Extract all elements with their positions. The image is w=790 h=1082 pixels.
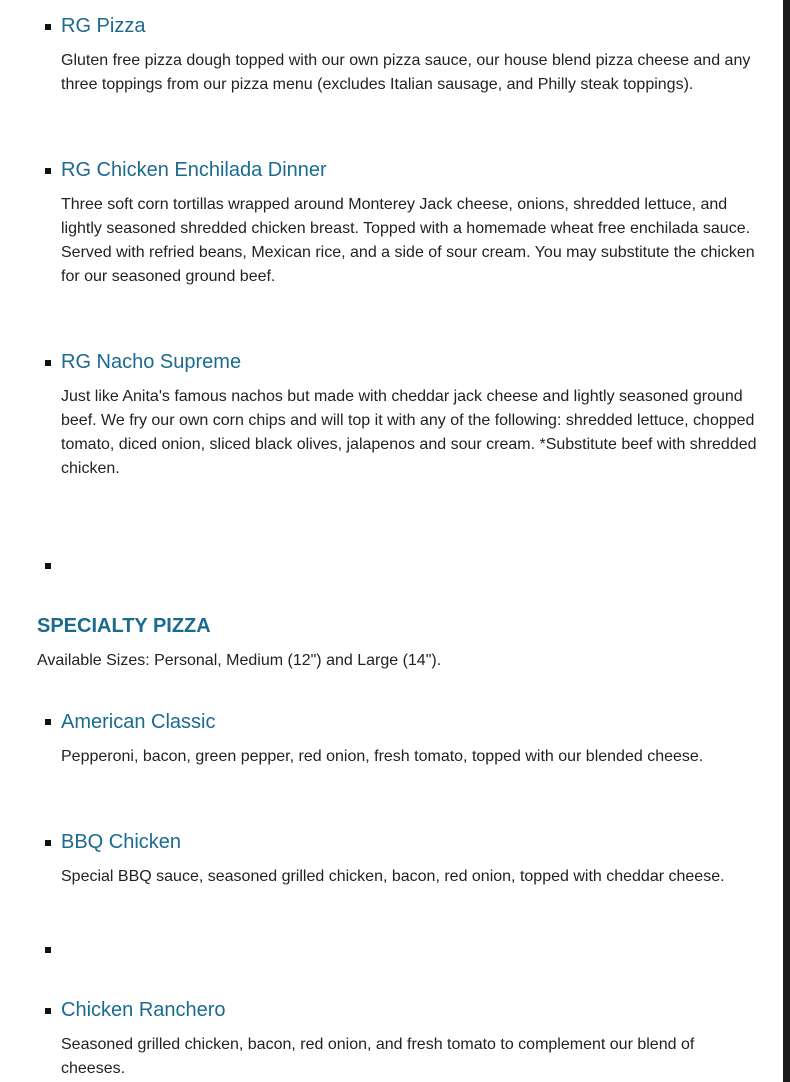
- menu-item-description-chicken-ranchero: Seasoned grilled chicken, bacon, red onion, and fresh tomato to complement our blend of cheeses.: [61, 1036, 695, 1077]
- list-bullet: [45, 360, 51, 366]
- menu-item-title-american-classic[interactable]: American Classic: [61, 711, 216, 733]
- section-heading-specialty-pizza: SPECIALTY PIZZA: [37, 615, 211, 637]
- available-sizes-note: Available Sizes: Personal, Medium (12") and Large (14").: [37, 652, 442, 669]
- menu-item-description-rg-chicken-enchilada: Three soft corn tortillas wrapped around Monterey Jack cheese, onions, shredded lettuce, and lightly seasoned shredded chicken breast. Topped with a homemade wheat free enchilada sauce. Served with refried beans, Mexican rice, and a side of sour cream. You may substitute the chicken for our seasoned ground beef.: [61, 196, 755, 285]
- list-bullet-empty: [45, 563, 51, 569]
- list-bullet: [45, 24, 51, 30]
- menu-item-description-bbq-chicken: Special BBQ sauce, seasoned grilled chicken, bacon, red onion, topped with cheddar cheese.: [61, 868, 725, 885]
- menu-item-title-rg-pizza[interactable]: RG Pizza: [61, 15, 146, 37]
- menu-item-description-american-classic: Pepperoni, bacon, green pepper, red onion, fresh tomato, topped with our blended cheese.: [61, 748, 704, 765]
- vertical-scrollbar[interactable]: [783, 0, 790, 1082]
- menu-item-description-rg-pizza: Gluten free pizza dough topped with our own pizza sauce, our house blend pizza cheese and any three toppings from our pizza menu (excludes Italian sausage, and Philly steak toppings).: [61, 52, 751, 93]
- list-bullet: [45, 840, 51, 846]
- menu-item-title-chicken-ranchero[interactable]: Chicken Ranchero: [61, 999, 226, 1021]
- list-bullet: [45, 719, 51, 725]
- menu-item-title-rg-chicken-enchilada[interactable]: RG Chicken Enchilada Dinner: [61, 159, 327, 181]
- menu-item-title-rg-nacho-supreme[interactable]: RG Nacho Supreme: [61, 351, 242, 373]
- list-bullet: [45, 168, 51, 174]
- list-bullet: [45, 1008, 51, 1014]
- menu-item-title-bbq-chicken[interactable]: BBQ Chicken: [61, 831, 182, 853]
- list-bullet-empty: [45, 947, 51, 953]
- menu-item-description-rg-nacho-supreme: Just like Anita's famous nachos but made with cheddar jack cheese and lightly seasoned ground beef. We fry our own corn chips and will top it with any of the following: shredded lettuce, chopped tomato, diced onion, sliced black olives, jalapenos and sour cream. *Substitute beef with shredded chicken.: [61, 388, 757, 477]
